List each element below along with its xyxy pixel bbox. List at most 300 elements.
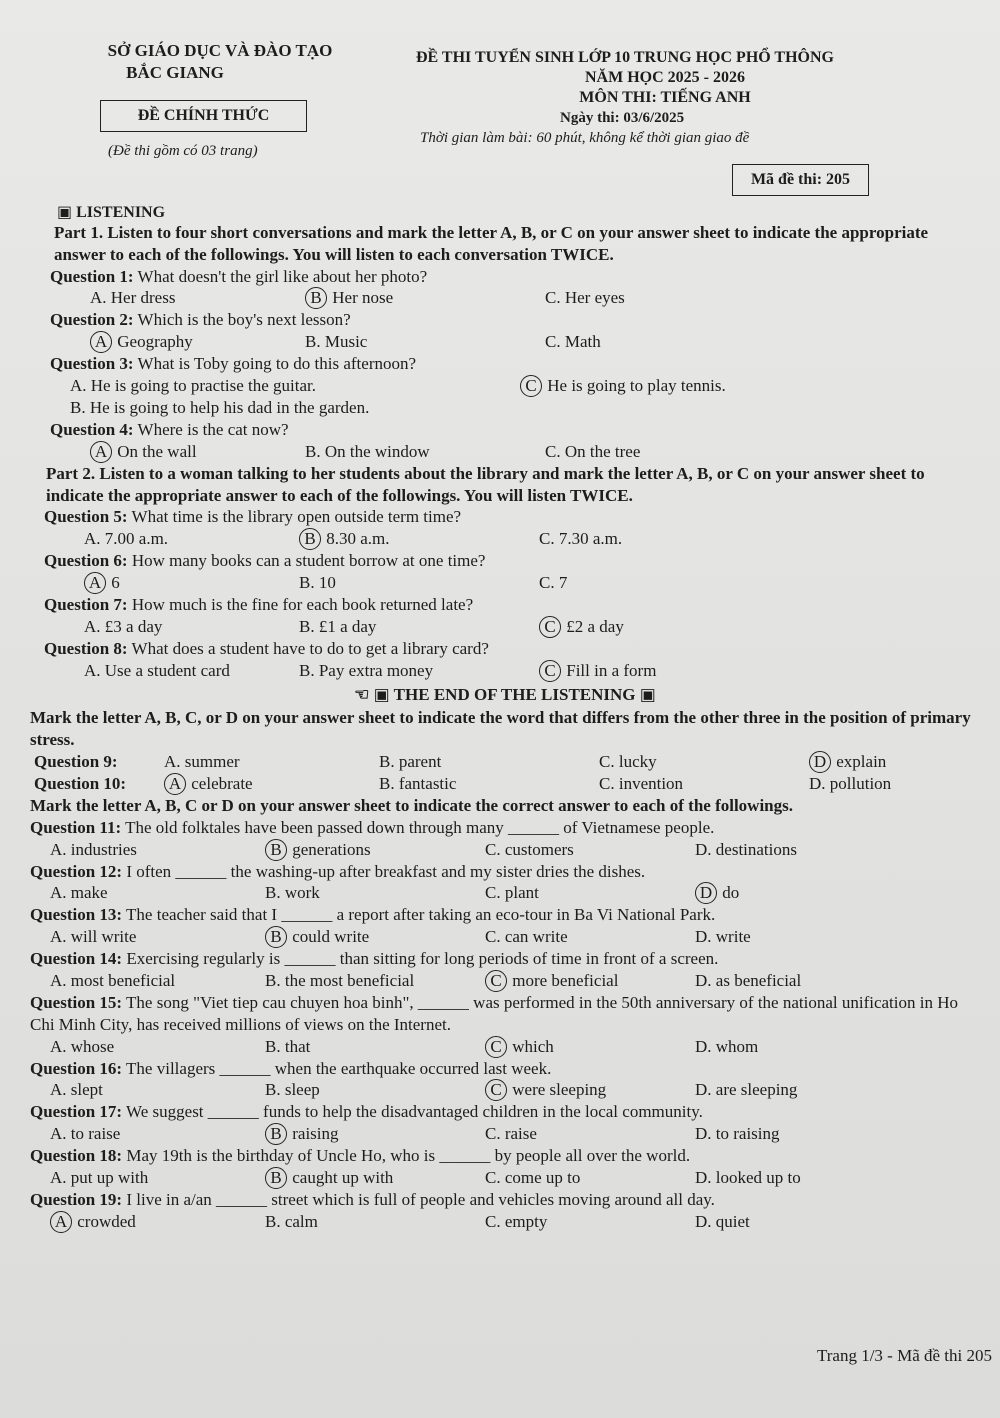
answer-option (265, 1123, 339, 1145)
question-number: Question 11: (30, 817, 122, 837)
options-row (30, 375, 980, 397)
options-row (30, 839, 980, 861)
circled-answer-letter: A (50, 1211, 72, 1233)
option-text: work (284, 883, 320, 903)
option-letter: C. (485, 927, 501, 947)
answer-option (485, 882, 539, 904)
answer-option (539, 660, 656, 682)
option-letter: B. (265, 1211, 281, 1231)
option-text: calm (284, 1211, 318, 1231)
question-text: The song "Viet tiep cau chuyen hoa binh", ______ was performed in the 50th anniversary of the national unification in Ho Chi Minh City, has received millions of views on the Internet. (30, 992, 958, 1034)
answer-option (84, 616, 162, 638)
option-text: generations (292, 839, 371, 859)
option-text: whose (70, 1036, 115, 1056)
option-text: Fill in a form (566, 660, 657, 680)
option-text: Her eyes (564, 288, 625, 308)
circled-answer-letter: C (485, 1079, 507, 1101)
option-text: looked up to (715, 1167, 801, 1187)
options-row (30, 1079, 980, 1101)
option-text: most beneficial (70, 970, 176, 990)
question-text: I live in a/an ______ street which is full of people and vehicles moving around all day. (126, 1189, 715, 1209)
answer-option (265, 882, 320, 904)
option-letter: C. (545, 332, 561, 352)
option-text: summer (184, 751, 240, 771)
answer-option (84, 528, 168, 550)
part2-instruction: Part 2. Listen to a woman talking to her students about the library and mark the letter A, B, or C on your answer sheet to indicate the appropriate answer to each of the followings. You will listen TWICE. (46, 463, 925, 505)
option-text: Music (324, 332, 368, 352)
option-letter: C. (599, 751, 615, 771)
question-number: Question 1: (50, 266, 134, 286)
option-text: caught up with (292, 1167, 394, 1187)
option-letter: C. (485, 1124, 501, 1144)
answer-option (50, 882, 108, 904)
question-number: Question 9: (34, 751, 118, 771)
option-text: as beneficial (715, 970, 802, 990)
option-letter: B. (299, 660, 315, 680)
option-letter: D. (695, 927, 712, 947)
question-stem (30, 992, 980, 1036)
answer-option (50, 1123, 120, 1145)
circled-answer-letter: C (539, 616, 561, 638)
part1-instruction: Part 1. Listen to four short conversations and mark the letter A, B, or C on your answer sheet to indicate the appropriate answer to each of the followings. You will listen to each conversation TWICE. (54, 223, 929, 264)
answer-option (70, 375, 316, 397)
option-text: empty (504, 1211, 548, 1231)
question-number: Question 4: (50, 419, 134, 439)
option-letter: C. (545, 441, 561, 461)
option-letter: A. (50, 927, 67, 947)
circled-answer-letter: B (265, 926, 287, 948)
question-stem (34, 773, 980, 795)
question-text: How many books can a student borrow at one time? (131, 551, 486, 571)
answer-option (84, 572, 120, 594)
option-text: Geography (117, 332, 193, 352)
answer-option (599, 773, 683, 795)
answer-option (90, 441, 197, 463)
circled-answer-letter: B (265, 839, 287, 861)
option-text: Use a student card (104, 660, 230, 680)
option-letter: A. (50, 839, 67, 859)
answer-option (599, 751, 657, 773)
answer-option (299, 528, 390, 550)
answer-option (90, 331, 193, 353)
options-row (30, 970, 980, 992)
question-stem (44, 550, 980, 572)
answer-option (50, 1079, 103, 1101)
circled-answer-letter: D (695, 882, 717, 904)
option-text: Her dress (110, 288, 176, 308)
option-text: can write (504, 927, 568, 947)
answer-option (50, 1036, 114, 1058)
option-text: 7.30 a.m. (558, 529, 623, 549)
options-row (30, 1211, 980, 1233)
grammar-questions (30, 817, 980, 1233)
option-letter: B. (265, 1080, 281, 1100)
question-number: Question 5: (44, 507, 128, 527)
answer-option (539, 528, 622, 550)
question-number: Question 12: (30, 861, 123, 881)
header-right (360, 48, 890, 108)
option-letter: A. (164, 751, 181, 771)
answer-option (545, 441, 640, 463)
answer-option (265, 1079, 320, 1101)
question-stem (44, 638, 980, 660)
question-stem (30, 1058, 980, 1080)
page-footer: Trang 1/3 - Mã đề thi 205 (816, 1346, 992, 1365)
question-text: May 19th is the birthday of Uncle Ho, who is ______ by people all over the world. (126, 1146, 691, 1166)
answer-option (265, 970, 414, 992)
circled-answer-letter: D (809, 751, 831, 773)
option-letter: B. (305, 332, 321, 352)
option-text: will write (70, 927, 137, 947)
circled-answer-letter: B (265, 1167, 287, 1189)
question-text: Which is the boy's next lesson? (137, 310, 351, 330)
answer-option (695, 1167, 801, 1189)
correct-answer-instruction: Mark the letter A, B, C or D on your answer sheet to indicate the correct answer to each of the followings. (30, 795, 793, 815)
option-text: to raise (70, 1124, 121, 1144)
option-text: the most beneficial (284, 970, 415, 990)
circled-answer-letter: A (90, 331, 112, 353)
question-text: What doesn't the girl like about her photo? (137, 266, 428, 286)
question-text: The old folktales have been passed down through many ______ of Vietnamese people. (125, 817, 715, 837)
answer-option (305, 441, 430, 463)
options-row (30, 528, 980, 550)
option-letter: A. (50, 1124, 67, 1144)
option-text: destinations (715, 839, 797, 859)
option-text: Math (564, 332, 601, 352)
option-text: are sleeping (715, 1080, 798, 1100)
question-number: Question 18: (30, 1146, 123, 1166)
question-stem (50, 353, 980, 375)
option-text: write (715, 927, 751, 947)
answer-option (485, 839, 574, 861)
answer-option (84, 660, 230, 682)
answer-option (485, 1167, 580, 1189)
option-letter: D. (695, 1167, 712, 1187)
department-name: SỞ GIÁO DỤC VÀ ĐÀO TẠO (107, 41, 333, 60)
circled-answer-letter: A (164, 773, 186, 795)
question-number: Question 14: (30, 949, 123, 969)
circled-answer-letter: C (520, 375, 542, 397)
question-number: Question 2: (50, 310, 134, 330)
question-stem (34, 751, 980, 773)
question-number: Question 19: (30, 1189, 123, 1209)
options-row (30, 660, 980, 682)
question-stem (30, 948, 980, 970)
options-row (30, 882, 980, 904)
option-text: put up with (70, 1167, 149, 1187)
option-letter: C. (485, 839, 501, 859)
answer-option (50, 839, 137, 861)
question-number: Question 15: (30, 992, 123, 1012)
option-letter: B. (379, 751, 395, 771)
question-text: How much is the fine for each book returned late? (131, 594, 474, 614)
answer-option (539, 572, 567, 594)
question-stem (30, 861, 980, 883)
option-text: 6 (111, 572, 120, 592)
option-text: 10 (318, 572, 336, 592)
question-text: The villagers ______ when the earthquake occurred last week. (126, 1058, 552, 1078)
option-letter: A. (84, 529, 101, 549)
option-text: could write (292, 927, 370, 947)
option-letter: B. (265, 1036, 281, 1056)
answer-option (539, 616, 624, 638)
options-row (30, 441, 980, 463)
answer-option (265, 1167, 393, 1189)
option-letter: D. (695, 970, 712, 990)
option-text: 7.00 a.m. (104, 529, 169, 549)
question-text: What does a student have to do to get a library card? (131, 638, 489, 658)
option-text: crowded (77, 1211, 136, 1231)
question-stem (30, 1189, 980, 1211)
option-letter: D. (695, 839, 712, 859)
answer-option (695, 1036, 758, 1058)
answer-option (299, 572, 336, 594)
option-letter: A. (50, 1167, 67, 1187)
question-stem (30, 817, 980, 839)
answer-option (545, 287, 625, 309)
option-letter: A. (50, 1080, 67, 1100)
question-number: Question 6: (44, 551, 128, 571)
part2-questions (30, 506, 980, 681)
question-text: What time is the library open outside term time? (131, 507, 462, 527)
exam-code-box: Mã đề thi: 205 (732, 164, 869, 196)
option-text: On the window (324, 441, 430, 461)
option-letter: B. (379, 773, 395, 793)
question-number: Question 17: (30, 1102, 123, 1122)
exam-title: ĐỀ THI TUYỂN SINH LỚP 10 TRUNG HỌC PHỔ THÔNG (415, 49, 834, 66)
circled-answer-letter: C (539, 660, 561, 682)
option-letter: D. (695, 1124, 712, 1144)
official-exam-box: ĐỀ CHÍNH THỨC (100, 100, 307, 132)
option-text: customers (504, 839, 574, 859)
option-text: industries (70, 839, 137, 859)
answer-option (50, 1211, 136, 1233)
answer-option (265, 1211, 318, 1233)
option-text: quiet (715, 1211, 750, 1231)
options-row (30, 926, 980, 948)
option-letter: A. (90, 288, 107, 308)
circled-answer-letter: B (305, 287, 327, 309)
question-number: Question 3: (50, 354, 134, 374)
options-row (30, 572, 980, 594)
answer-option (809, 751, 886, 773)
option-text: Her nose (332, 288, 394, 308)
stress-questions (30, 751, 980, 795)
answer-option (70, 397, 369, 419)
option-text: 8.30 a.m. (326, 529, 390, 549)
pages-note: (Đề thi gồm có 03 trang) (108, 143, 258, 159)
option-text: more beneficial (512, 970, 619, 990)
option-text: He is going to practise the guitar. (90, 375, 316, 395)
question-text: I often ______ the washing-up after breakfast and my sister dries the dishes. (126, 861, 646, 881)
answer-option (50, 970, 175, 992)
question-text: What is Toby going to do this afternoon? (137, 354, 417, 374)
option-text: celebrate (191, 773, 253, 793)
answer-option (299, 616, 376, 638)
question-stem (30, 1101, 980, 1123)
option-text: fantastic (398, 773, 457, 793)
option-text: raising (292, 1124, 339, 1144)
answer-option (695, 882, 739, 904)
answer-option (545, 331, 601, 353)
question-number: Question 13: (30, 905, 123, 925)
option-text: raise (504, 1124, 537, 1144)
answer-option (305, 331, 367, 353)
option-letter: A. (70, 375, 87, 395)
option-letter: B. (299, 572, 315, 592)
answer-option (50, 926, 136, 948)
options-row (30, 397, 980, 419)
option-text: plant (504, 883, 539, 903)
answer-option (695, 839, 797, 861)
options-row (30, 1036, 980, 1058)
answer-option (379, 773, 456, 795)
answer-option (695, 926, 751, 948)
answer-option (485, 1079, 606, 1101)
answer-option (485, 1123, 537, 1145)
option-text: lucky (618, 751, 657, 771)
options-row (30, 1167, 980, 1189)
circled-answer-letter: A (90, 441, 112, 463)
question-text: Exercising regularly is ______ than sitting for long periods of time in front of a screen. (126, 949, 719, 969)
option-letter: B. (70, 397, 86, 417)
answer-option (305, 287, 393, 309)
option-text: On the wall (117, 441, 197, 461)
answer-option (809, 773, 891, 795)
answer-option (265, 1036, 310, 1058)
options-row (30, 616, 980, 638)
stress-instruction: Mark the letter A, B, C, or D on your answer sheet to indicate the word that differs from the other three in the position of primary stress. (30, 708, 971, 750)
circled-answer-letter: C (485, 1036, 507, 1058)
circled-answer-letter: B (299, 528, 321, 550)
answer-option (695, 970, 801, 992)
answer-option (485, 1036, 554, 1058)
option-text: explain (836, 751, 887, 771)
option-text: He is going to help his dad in the garden. (89, 397, 370, 417)
option-letter: D. (695, 1080, 712, 1100)
option-text: Pay extra money (318, 660, 434, 680)
answer-option (520, 375, 726, 397)
option-text: £3 a day (104, 616, 163, 636)
answer-option (299, 660, 433, 682)
option-text: He is going to play tennis. (547, 375, 726, 395)
option-text: that (284, 1036, 311, 1056)
duration-note: Thời gian làm bài: 60 phút, không kể thời gian giao đề (420, 130, 750, 146)
option-letter: A. (50, 1036, 67, 1056)
option-letter: C. (545, 288, 561, 308)
answer-option (90, 287, 175, 309)
question-number: Question 16: (30, 1058, 123, 1078)
option-text: were sleeping (512, 1080, 607, 1100)
options-row (30, 1123, 980, 1145)
option-text: invention (618, 773, 684, 793)
answer-option (695, 1123, 780, 1145)
answer-option (265, 926, 369, 948)
option-text: do (722, 883, 740, 903)
options-row (30, 287, 980, 309)
answer-option (265, 839, 371, 861)
option-letter: C. (485, 883, 501, 903)
option-text: pollution (829, 773, 892, 793)
option-letter: A. (84, 660, 101, 680)
option-letter: B. (299, 616, 315, 636)
option-letter: A. (84, 616, 101, 636)
answer-option (50, 1167, 148, 1189)
option-text: On the tree (564, 441, 641, 461)
question-text: The teacher said that I ______ a report after taking an eco-tour in Ba Vi National Park. (126, 905, 716, 925)
answer-option (379, 751, 441, 773)
option-letter: C. (539, 529, 555, 549)
option-letter: B. (305, 441, 321, 461)
option-letter: B. (265, 970, 281, 990)
question-number: Question 10: (34, 773, 127, 793)
option-text: which (512, 1036, 554, 1056)
option-text: 7 (558, 572, 568, 592)
question-stem (44, 594, 980, 616)
question-number: Question 7: (44, 594, 128, 614)
answer-option (164, 751, 240, 773)
question-stem (44, 506, 980, 528)
answer-option (164, 773, 253, 795)
answer-option (485, 970, 618, 992)
answer-option (695, 1211, 750, 1233)
question-stem (50, 309, 980, 331)
circled-answer-letter: C (485, 970, 507, 992)
option-letter: A. (50, 883, 67, 903)
question-stem (50, 419, 980, 441)
listening-heading: ▣ LISTENING (57, 204, 166, 221)
answer-option (695, 1079, 797, 1101)
option-text: to raising (715, 1124, 780, 1144)
answer-option (485, 926, 568, 948)
circled-answer-letter: B (265, 1123, 287, 1145)
option-letter: C. (599, 773, 615, 793)
option-letter: D. (695, 1036, 712, 1056)
question-number: Question 8: (44, 638, 128, 658)
option-text: £2 a day (566, 616, 624, 636)
exam-date: Ngày thi: 03/6/2025 (560, 110, 685, 126)
listening-end: ☜ ▣ THE END OF THE LISTENING ▣ (354, 684, 656, 704)
question-text: Where is the cat now? (137, 419, 289, 439)
option-letter: D. (695, 1211, 712, 1231)
question-text: We suggest ______ funds to help the disadvantaged children in the local community. (126, 1102, 703, 1122)
option-text: sleep (284, 1080, 320, 1100)
option-letter: D. (809, 773, 826, 793)
option-letter: C. (485, 1211, 501, 1231)
circled-answer-letter: A (84, 572, 106, 594)
option-text: whom (715, 1036, 759, 1056)
option-text: come up to (504, 1167, 581, 1187)
question-stem (50, 266, 980, 288)
option-text: make (70, 883, 108, 903)
school-year: NĂM HỌC 2025 - 2026 (585, 69, 745, 86)
option-letter: A. (50, 970, 67, 990)
answer-option (485, 1211, 547, 1233)
option-letter: B. (265, 883, 281, 903)
option-letter: C. (485, 1167, 501, 1187)
header-left (70, 40, 370, 84)
question-stem (30, 1145, 980, 1167)
province-name: BẮC GIANG (126, 63, 224, 82)
options-row (30, 331, 980, 353)
part1-questions (30, 266, 980, 463)
option-text: slept (70, 1080, 103, 1100)
question-stem (30, 904, 980, 926)
subject: MÔN THI: TIẾNG ANH (579, 89, 751, 106)
option-text: parent (398, 751, 442, 771)
option-letter: C. (539, 572, 555, 592)
exam-content (30, 222, 980, 1233)
